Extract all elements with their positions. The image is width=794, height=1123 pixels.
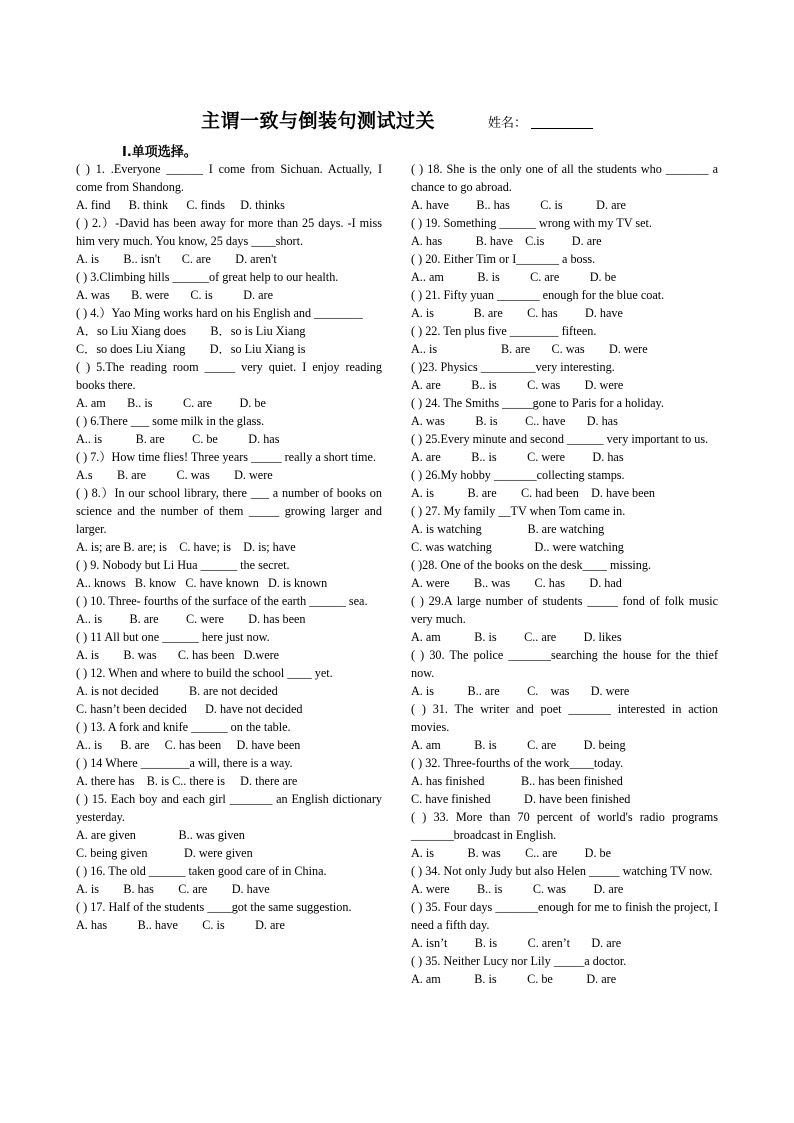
question-text: ( )23. Physics _________very interesting. xyxy=(411,360,615,374)
answer-options: A. is B.. isn't C. are D. aren't xyxy=(76,252,277,266)
question-item xyxy=(411,358,718,394)
question-item xyxy=(76,718,382,754)
question-text: ( ) 30. The police _______searching the house for the thief now. xyxy=(411,648,718,680)
question-text: ( ) 13. A fork and knife ______ on the table. xyxy=(76,720,291,734)
question-item xyxy=(411,466,718,502)
answer-options: C. hasn’t been decided D. have not decided xyxy=(76,702,303,716)
question-item xyxy=(411,250,718,286)
question-text: ( ) 6.There ___ some milk in the glass. xyxy=(76,414,265,428)
answer-options: A. there has B. is C.. there is D. there are xyxy=(76,774,298,788)
question-item xyxy=(76,556,382,592)
question-text: ( ) 27. My family __TV when Tom came in. xyxy=(411,504,626,518)
answer-options: A. is B. are C. has D. have xyxy=(411,306,623,320)
question-text: ( ) 25.Every minute and second ______ very important to us. xyxy=(411,432,709,446)
question-text: ( ) 3.Climbing hills ______of great help to our health. xyxy=(76,270,339,284)
question-item xyxy=(411,430,718,466)
question-text: ( ) 16. The old ______ taken good care of in China. xyxy=(76,864,327,878)
answer-options: C. have finished D. have been finished xyxy=(411,792,631,806)
page-title: 主谓一致与倒装句测试过关 xyxy=(201,110,436,132)
question-item xyxy=(76,412,382,448)
question-text: ( ) 18. She is the only one of all the students who _______ a chance to go abroad. xyxy=(411,162,718,194)
question-text: ( ) 31. The writer and poet _______ interested in action movies. xyxy=(411,702,718,734)
question-item xyxy=(76,268,382,304)
answer-options: A. is B. was C.. are D. be xyxy=(411,846,612,860)
section-heading: I.单项选择。 xyxy=(122,145,197,160)
name-blank-line xyxy=(531,128,593,129)
question-item xyxy=(76,484,382,556)
answer-options: A. were B.. is C. was D. are xyxy=(411,882,624,896)
question-text: ( ) 12. When and where to build the school ____ yet. xyxy=(76,666,333,680)
question-item xyxy=(76,304,382,358)
question-item xyxy=(76,664,382,718)
answer-options: A. is not decided B. are not decided xyxy=(76,684,278,698)
question-text: ( ) 14 Where ________a will, there is a way. xyxy=(76,756,293,770)
question-item xyxy=(411,646,718,700)
question-text: ( ) 7.）How time flies! Three years _____ really a short time. xyxy=(76,450,376,464)
answer-options: A. was B. is C.. have D. has xyxy=(411,414,618,428)
question-item xyxy=(76,628,382,664)
page-header xyxy=(0,104,794,134)
question-text: ( ) 19. Something ______ wrong with my TV set. xyxy=(411,216,652,230)
question-text: ( ) 26.My hobby _______collecting stamps. xyxy=(411,468,625,482)
question-text: ( ) 35. Neither Lucy nor Lily _____a doctor. xyxy=(411,954,627,968)
question-item xyxy=(411,160,718,214)
question-item xyxy=(76,754,382,790)
answer-options: A. is B. has C. are D. have xyxy=(76,882,270,896)
right-question-column xyxy=(411,160,718,988)
question-item xyxy=(411,322,718,358)
question-item xyxy=(76,358,382,412)
name-label: 姓名： xyxy=(488,116,528,131)
question-item xyxy=(411,700,718,754)
question-text: ( ) 11 All but one ______ here just now. xyxy=(76,630,270,644)
answer-options: A. has B. have C.is D. are xyxy=(411,234,602,248)
question-item xyxy=(411,286,718,322)
answer-options: A. find B. think C. finds D. thinks xyxy=(76,198,285,212)
answer-options: C. being given D. were given xyxy=(76,846,253,860)
question-text: ( ) 10. Three- fourths of the surface of the earth ______ sea. xyxy=(76,594,368,608)
answer-options: A. am B. is C. be D. are xyxy=(411,972,617,986)
answer-options: A.. is B. are C. were D. has been xyxy=(76,612,306,626)
question-text: ( ) 29.A large number of students _____ fond of folk music very much. xyxy=(411,594,718,626)
question-text: ( ) 2.）-David has been away for more than 25 days. -I miss him very much. You know, 25 days ____short. xyxy=(76,216,382,248)
question-item xyxy=(411,754,718,808)
answer-options: A. is B. was C. has been D.were xyxy=(76,648,280,662)
question-text: ( ) 33. More than 70 percent of world's radio programs _______broadcast in English. xyxy=(411,810,718,842)
question-text: ( ) 32. Three-fourths of the work____today. xyxy=(411,756,624,770)
answer-options: C．so does Liu Xiang D．so Liu Xiang is xyxy=(76,342,306,356)
answer-options: A. were B.. was C. has D. had xyxy=(411,576,622,590)
question-item xyxy=(76,862,382,898)
question-item xyxy=(76,448,382,484)
question-item xyxy=(76,160,382,214)
question-text: ( ) 34. Not only Judy but also Helen _____ watching TV now. xyxy=(411,864,713,878)
question-item xyxy=(76,898,382,934)
answer-options: A. was B. were C. is D. are xyxy=(76,288,273,302)
answer-options: C. was watching D.. were watching xyxy=(411,540,624,554)
answer-options: A. has finished B.. has been finished xyxy=(411,774,623,788)
answer-options: A. am B. is C. are D. being xyxy=(411,738,626,752)
answer-options: A. is B.. are C. was D. were xyxy=(411,684,630,698)
question-item xyxy=(411,952,718,988)
question-item xyxy=(411,394,718,430)
answer-options: A. are B.. is C. were D. has xyxy=(411,450,624,464)
question-item xyxy=(76,790,382,862)
answer-options: A. isn’t B. is C. aren’t D. are xyxy=(411,936,622,950)
question-text: ( ) 35. Four days _______enough for me to finish the project, I need a fifth day. xyxy=(411,900,718,932)
answer-options: A.. is B. are C. be D. has xyxy=(76,432,280,446)
question-item xyxy=(411,214,718,250)
question-item xyxy=(411,502,718,556)
question-item xyxy=(411,862,718,898)
answer-options: A．so Liu Xiang does B．so is Liu Xiang xyxy=(76,324,306,338)
answer-options: A.. knows B. know C. have known D. is known xyxy=(76,576,328,590)
answer-options: A. is watching B. are watching xyxy=(411,522,605,536)
answer-options: A.s B. are C. was D. were xyxy=(76,468,273,482)
question-text: ( ) 17. Half of the students ____got the same suggestion. xyxy=(76,900,352,914)
answer-options: A.. is B. are C. was D. were xyxy=(411,342,648,356)
question-item xyxy=(76,214,382,268)
answer-options: A. are B.. is C. was D. were xyxy=(411,378,624,392)
answer-options: A. are given B.. was given xyxy=(76,828,245,842)
question-text: ( ) 15. Each boy and each girl _______ an English dictionary yesterday. xyxy=(76,792,382,824)
question-text: ( ) 22. Ten plus five ________ fifteen. xyxy=(411,324,597,338)
question-text: ( ) 8.）In our school library, there ___ a number of books on science and the number of them _____ growing larger and larger. xyxy=(76,486,382,536)
answer-options: A.. is B. are C. has been D. have been xyxy=(76,738,301,752)
question-text: ( ) 20. Either Tim or I_______ a boss. xyxy=(411,252,596,266)
answer-options: A. have B.. has C. is D. are xyxy=(411,198,626,212)
answer-options: A.. am B. is C. are D. be xyxy=(411,270,617,284)
question-text: ( ) 4.）Yao Ming works hard on his English and ________ xyxy=(76,306,363,320)
answer-options: A. is B. are C. had been D. have been xyxy=(411,486,656,500)
question-text: ( ) 24. The Smiths _____gone to Paris for a holiday. xyxy=(411,396,664,410)
left-question-column xyxy=(76,160,382,934)
question-item xyxy=(76,592,382,628)
answer-options: A. am B. is C.. are D. likes xyxy=(411,630,622,644)
question-text: ( ) 21. Fifty yuan _______ enough for the blue coat. xyxy=(411,288,665,302)
question-item xyxy=(411,556,718,592)
question-item xyxy=(411,898,718,952)
question-text: ( )28. One of the books on the desk____ missing. xyxy=(411,558,652,572)
question-item xyxy=(411,808,718,862)
question-text: ( ) 1. .Everyone ______ I come from Sichuan. Actually, I come from Shandong. xyxy=(76,162,382,194)
question-text: ( ) 5.The reading room _____ very quiet. I enjoy reading books there. xyxy=(76,360,382,392)
answer-options: A. has B.. have C. is D. are xyxy=(76,918,285,932)
question-text: ( ) 9. Nobody but Li Hua ______ the secret. xyxy=(76,558,290,572)
answer-options: A. am B.. is C. are D. be xyxy=(76,396,266,410)
question-item xyxy=(411,592,718,646)
answer-options: A. is; are B. are; is C. have; is D. is; have xyxy=(76,540,296,554)
